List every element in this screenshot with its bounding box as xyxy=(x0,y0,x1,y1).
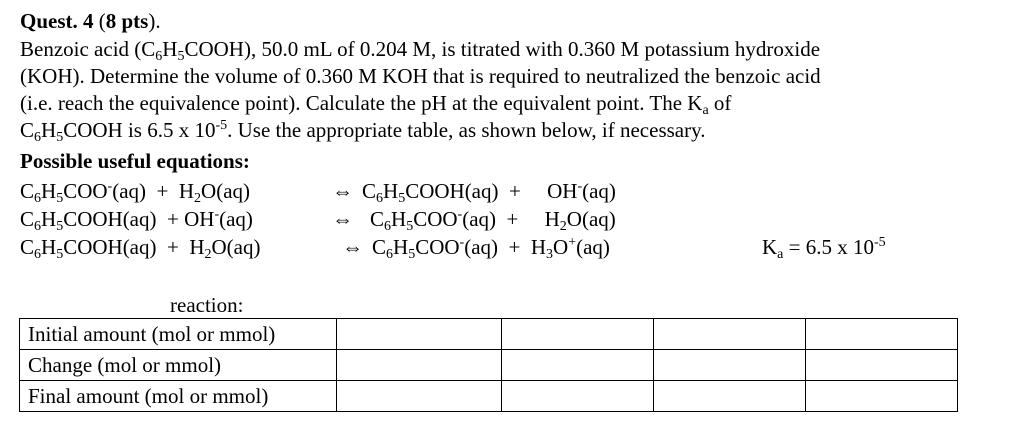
table-cell[interactable] xyxy=(337,381,502,412)
table-cell[interactable] xyxy=(654,350,806,381)
row-label-final: Final amount (mol or mmol) xyxy=(20,381,337,412)
table-cell[interactable] xyxy=(337,319,502,350)
problem-line-1: Benzoic acid $(C_6H_5COOH)$, 50.0 mL of 0.204 M, is titrated with 0.360 M potassium hydroxide xyxy=(20,37,821,64)
problem-line-4-end: . Use the appropriate table, as shown below, if necessary. xyxy=(227,118,706,142)
problem-line-3-end: of xyxy=(708,91,732,115)
equation-1-left: $C_6H_5COO^-(aq) + H_2O(aq)$ xyxy=(20,179,251,206)
equation-3-left: $C_6H_5COOH(aq) + H_2O(aq)$ xyxy=(20,235,261,262)
row-label-change: Change (mol or mmol) xyxy=(20,350,337,381)
ice-table xyxy=(19,318,958,412)
equation-2-right: $C_6H_5COO^-(aq)$ + $H_2O(aq)$ xyxy=(370,207,616,234)
table-cell[interactable] xyxy=(654,319,806,350)
equilibrium-arrow-icon: ⇔ xyxy=(342,235,363,259)
equilibrium-arrow-icon: ⇔ xyxy=(332,207,353,231)
table-cell[interactable] xyxy=(806,381,958,412)
reaction-label: reaction: xyxy=(170,293,244,317)
problem-line-3-text: (i.e. reach the equivalence point). Calculate the pH at the equivalent point. The K xyxy=(20,91,703,115)
ka-subscript: a xyxy=(702,103,709,118)
equations-heading: Possible useful equations: xyxy=(20,149,250,173)
table-cell[interactable] xyxy=(806,350,958,381)
problem-line-4: $C_6H_5COOH$ is 6.5 x $10^{-5}$. Use the appropriate table, as shown below, if necessary. xyxy=(20,118,706,145)
table-row xyxy=(20,381,958,412)
equation-2-left: $C_6H_5COOH(aq) + OH^-(aq)$ xyxy=(20,207,253,234)
table-cell[interactable] xyxy=(806,319,958,350)
equation-1-right: $C_6H_5COOH(aq)$ + OH-(aq) xyxy=(362,179,616,206)
question-header xyxy=(20,8,161,34)
table-row xyxy=(20,350,958,381)
question-points: (8 pts). xyxy=(98,9,161,33)
problem-line-3 xyxy=(20,90,731,116)
equilibrium-arrow-icon: ⇔ xyxy=(332,179,353,203)
table-cell[interactable] xyxy=(502,350,654,381)
ka-value: $K_a = 6.5$ x $10^{-5}$ xyxy=(762,235,886,262)
problem-line-2: (KOH). Determine the volume of 0.360 M KOH that is required to neutralized the benzoic acid xyxy=(20,64,821,88)
table-row xyxy=(20,319,958,350)
row-label-initial: Initial amount (mol or mmol) xyxy=(20,319,337,350)
question-number: Quest. 4 xyxy=(20,9,94,33)
table-cell[interactable] xyxy=(502,381,654,412)
ka-exponent: -5 xyxy=(215,118,228,133)
equation-3-right: $C_6H_5COO^-(aq) + H_3O^+(aq)$ xyxy=(372,235,610,262)
table-cell[interactable] xyxy=(654,381,806,412)
table-cell[interactable] xyxy=(337,350,502,381)
table-cell[interactable] xyxy=(502,319,654,350)
